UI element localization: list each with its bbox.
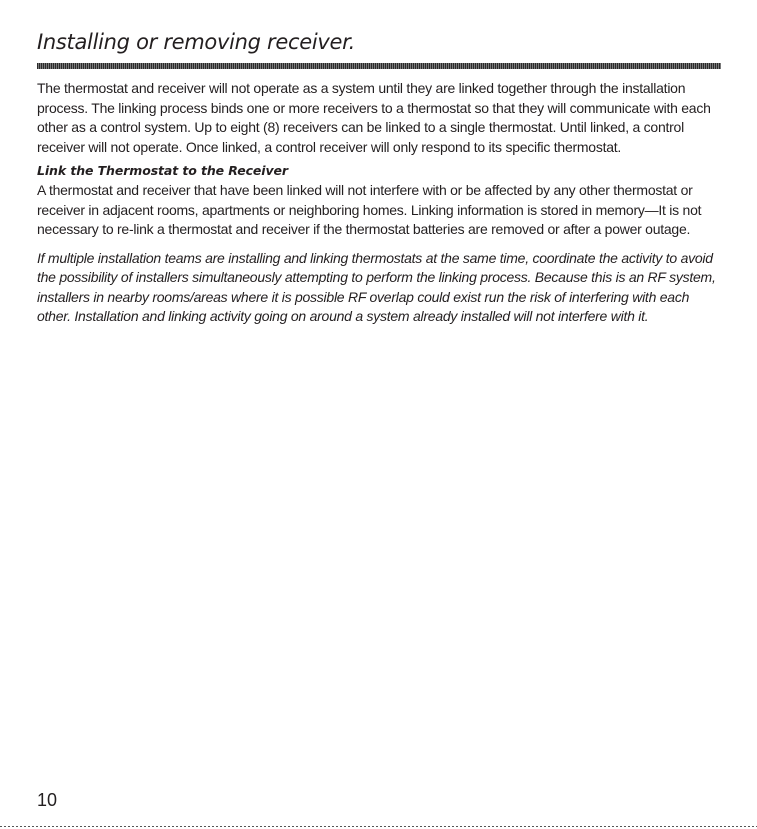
intro-paragraph: The thermostat and receiver will not operate as a system until they are linked together through the installation process. The linking process binds one or more receivers to a thermostat so that they will communicate with each other as a control system. Up to eight (8) receivers can be linked to a single thermostat. Until linked, a control receiver will not operate. Once linked, a control receiver will only respond to its specific thermostat. <box>37 80 711 155</box>
title-underline-rule <box>37 63 721 69</box>
page-title: Installing or removing receiver. <box>37 30 355 54</box>
section-paragraph: A thermostat and receiver that have been linked will not interfere with or be affected by any other thermostat or receiver in adjacent rooms, apartments or neighboring homes. Linking information is stored in memory—It is not necessary to re-link a thermostat and receiver if the thermostat batteries are removed or after a power outage. <box>37 182 702 237</box>
installer-note-paragraph: If multiple installation teams are installing and linking thermostats at the same time, coordinate the activity to avoid the possibility of installers simultaneously attempting to perform the linking process. Because this is an RF system, installers in nearby rooms/areas where it is possible RF overlap could exist run the risk of interfering with each other. Installation and linking activity going on around a system already installed will not interfere with it. <box>37 249 716 324</box>
bottom-edge-rule <box>0 826 757 827</box>
section-heading: Link the Thermostat to the Receiver <box>37 163 288 178</box>
document-body <box>37 79 721 327</box>
page-number: 10 <box>37 790 58 810</box>
